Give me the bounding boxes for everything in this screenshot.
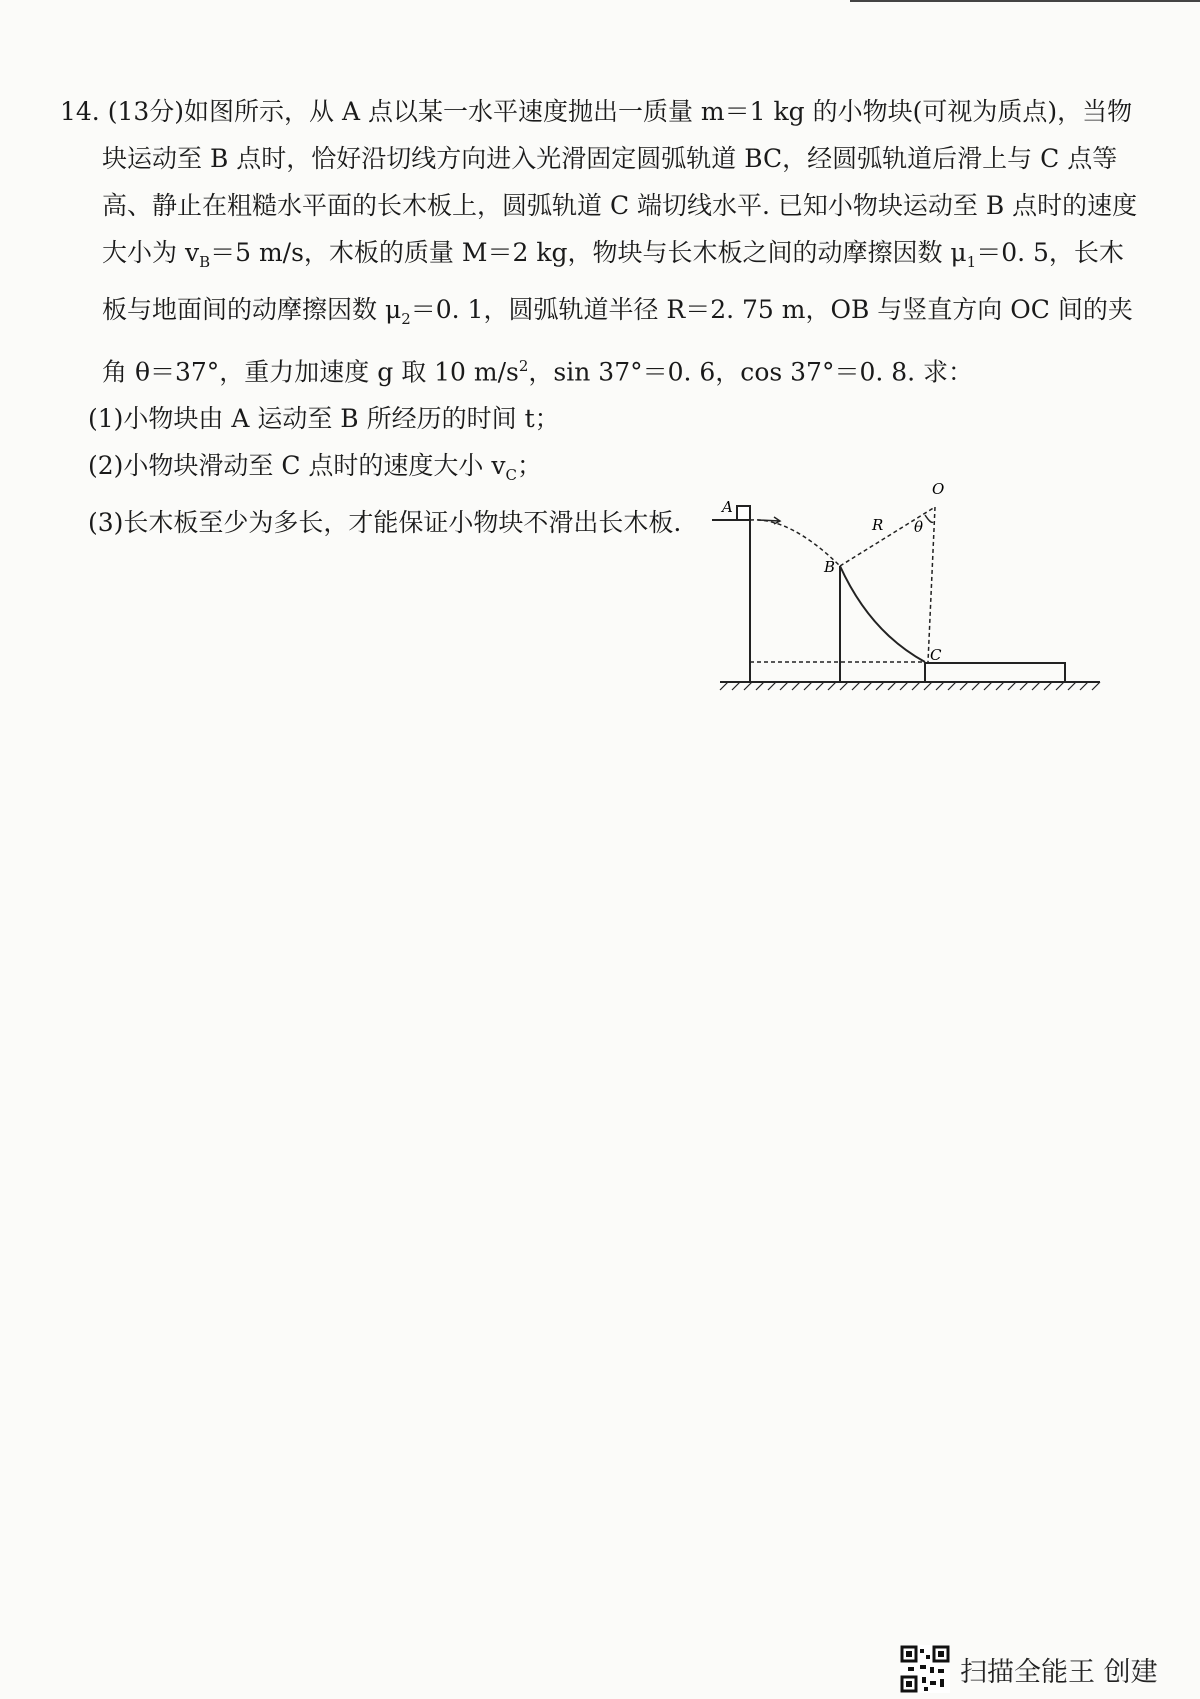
label-R: R [872, 516, 884, 534]
problem-14 [60, 88, 1140, 546]
arc-BC [840, 566, 925, 662]
ground-hatching [720, 682, 1100, 690]
label-C: C [930, 646, 942, 664]
label-theta: θ [914, 518, 924, 536]
vB-subscript: B [199, 253, 211, 271]
footer-watermark [900, 1645, 1170, 1693]
g-superscript: 2 [518, 357, 529, 375]
radius-OB [840, 507, 935, 566]
label-A: A [722, 498, 733, 516]
velocity-arrow [758, 517, 780, 524]
radius-OC [928, 507, 935, 662]
question-3: (3)长木板至少为多长，才能保证小物块不滑出长木板. [88, 508, 682, 538]
qr-code-icon [900, 1645, 950, 1693]
mu1-subscript: 1 [966, 253, 977, 271]
angle-arc [925, 515, 933, 522]
watermark-text: 扫描全能王 创建 [960, 1656, 1158, 1688]
problem-statement: 14. (13分)如图所示，从 A 点以某一水平速度抛出一质量 m＝1 kg 的小物块(可视为质点)，当物块运动至 B 点时，恰好沿切线方向进入光滑固定圆弧轨道 BC，经圆弧轨道后滑上与 C 点等高、静止在粗糙水平面的长木板上，圆弧轨道 C 端切线水平. 已知小物块运动至 B 点时的速度大小为 $v_B=5$ m/s，木板的质量 M＝2 kg，物块与长木板之间的动摩擦因数 $\mu_1=0$. 5，长木板与地面间的动摩擦因数 $\mu_2=0$. 1，圆弧轨道半径 R＝2. 75 m，OB 与竖直方向 OC 间的夹角 θ＝37°，重力加速度 g 取 10 $m/s^2$，sin 37°＝0. 6，cos 37°＝0. 8. 求： [60, 97, 1138, 387]
question-1: (1)小物块由 A 运动至 B 所经历的时间 t； [88, 404, 560, 434]
long-board [925, 663, 1065, 682]
vC-subscript: C [505, 466, 517, 485]
block-A [737, 506, 750, 520]
mu2-subscript: 2 [401, 310, 411, 328]
physics-diagram [720, 480, 1110, 692]
top-border-line [850, 0, 1200, 2]
label-B: B [824, 558, 836, 576]
label-O: O [932, 480, 945, 498]
question-2: (2)小物块滑动至 C 点时的速度大小 $v_C$； [88, 451, 543, 485]
